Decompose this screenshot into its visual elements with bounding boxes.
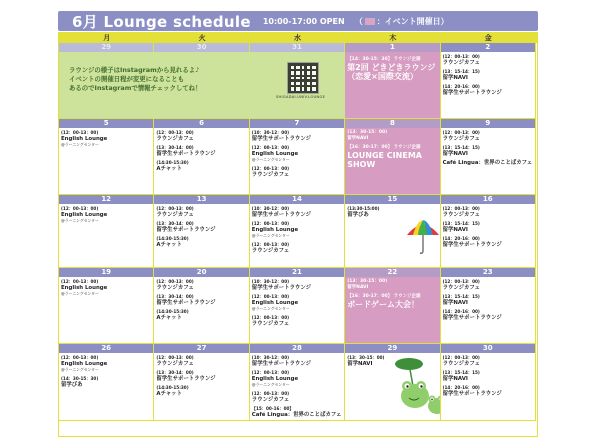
item-time: (12：00-13：00) <box>61 355 99 360</box>
schedule-item <box>156 355 246 367</box>
item-name: Aチャット <box>156 242 182 248</box>
day-number: 15 <box>345 195 439 204</box>
day-content <box>443 355 533 419</box>
item-name: 留学生サポートラウンジ <box>156 151 216 157</box>
event-legend <box>355 16 449 27</box>
promo-text-line: ラウンジの様子はInstagramから見れるよ♪ <box>69 66 200 74</box>
day-content <box>61 206 151 266</box>
day-content <box>347 130 437 193</box>
day-number: 13 <box>154 195 248 204</box>
weekday-label: 月 <box>103 34 111 42</box>
item-location: @ラーニングセンター <box>251 306 290 311</box>
weekday-label: 金 <box>484 34 492 42</box>
item-time: (14：20-16：00) <box>442 385 480 390</box>
schedule-item <box>443 145 533 157</box>
item-time: (13：15-14：15) <box>442 294 480 299</box>
qr-code-icon[interactable] <box>287 62 319 94</box>
item-name: ラウンジカフェ <box>442 136 480 142</box>
schedule-item <box>156 221 246 233</box>
day-number: 30 <box>441 344 535 353</box>
day-content <box>156 206 246 266</box>
item-time: 【15：00-16：00】 <box>251 406 294 411</box>
event-pre-item: (13：30-15：00) <box>347 130 388 135</box>
item-name: ラウンジカフェ <box>251 321 290 327</box>
item-name: ラウンジカフェ <box>251 248 290 254</box>
day-cell <box>250 119 345 195</box>
item-time: (12：00-13：00) <box>442 130 480 135</box>
day-number: 31 <box>250 43 344 52</box>
event-pre-item: 留学NAVI <box>347 136 369 141</box>
event-time: 【16：30-17：00】 ラウンジ企画 <box>347 294 421 299</box>
schedule-item <box>61 206 151 224</box>
schedule-item <box>443 236 533 248</box>
event-pre-item: (13：30-15：00) <box>347 279 388 284</box>
schedule-item <box>443 84 533 96</box>
schedule-item <box>443 69 533 81</box>
schedule-item <box>252 391 342 403</box>
qr-caption: SHIGADAI.UNIV.LOUNGE <box>275 95 326 99</box>
event-time: 【14：30-15：30】 ラウンジ企画 <box>347 57 421 62</box>
schedule-item <box>61 130 151 148</box>
schedule-item <box>156 385 246 397</box>
schedule-item <box>252 279 342 291</box>
day-cell <box>441 119 536 195</box>
day-content <box>61 130 151 193</box>
day-number: 6 <box>154 119 248 128</box>
item-location: @ラーニングセンター <box>61 218 99 223</box>
item-time: (14:30-15:30) <box>156 236 189 241</box>
schedule-item <box>156 294 246 306</box>
item-name: 留学NAVI <box>442 227 468 233</box>
item-location: @ラーニングセンター <box>61 142 99 147</box>
item-name: Aチャット <box>156 166 182 172</box>
schedule-item <box>156 370 246 382</box>
item-name: ラウンジカフェ <box>251 397 290 403</box>
day-content <box>252 130 342 193</box>
item-time: (10：30-12：00) <box>251 355 290 360</box>
item-time: (12：00-13：00) <box>251 391 290 396</box>
day-content <box>252 206 342 266</box>
instagram-promo <box>59 52 345 118</box>
weekday-label: 水 <box>293 34 301 42</box>
schedule-item <box>252 166 342 178</box>
day-number: 14 <box>250 195 344 204</box>
day-content <box>443 130 533 193</box>
schedule-item <box>156 145 246 157</box>
item-name: English Lounge <box>251 376 299 382</box>
day-number: 12 <box>59 195 153 204</box>
item-name: 留学NAVI <box>442 300 468 306</box>
item-time: (10：30-12：00) <box>251 130 290 135</box>
schedule-item <box>61 279 151 297</box>
item-name: 留学生サポートラウンジ <box>156 376 216 382</box>
schedule-item <box>156 206 246 218</box>
day-cell <box>441 344 536 421</box>
day-number: 5 <box>59 119 153 128</box>
legend-label: ：イベント開催日） <box>376 16 449 26</box>
item-name: English Lounge <box>61 361 108 367</box>
schedule-item <box>156 279 246 291</box>
schedule-item <box>252 406 342 418</box>
schedule-item <box>252 315 342 327</box>
item-name: 留学NAVI <box>442 151 468 157</box>
schedule-item <box>347 206 437 218</box>
event-time: 【16：30-17：00】 ラウンジ企画 <box>347 145 421 150</box>
schedule-item <box>443 355 533 367</box>
item-name: English Lounge <box>61 212 108 218</box>
item-location: @ラーニングセンター <box>251 233 290 238</box>
day-number: 29 <box>59 43 153 52</box>
schedule-item <box>443 309 533 321</box>
item-name: ラウンジカフェ <box>442 212 480 218</box>
day-cell <box>59 268 154 344</box>
item-name: Café Lingua：世界のことばカフェ <box>251 412 342 418</box>
opening-hours: 10:00-17:00 OPEN <box>262 16 345 26</box>
day-content <box>252 355 342 419</box>
day-content <box>443 279 533 342</box>
day-cell <box>154 268 249 344</box>
day-cell <box>345 119 440 195</box>
item-time: (10：30-12：00) <box>251 279 290 284</box>
item-time: (12：00-13：00) <box>251 294 290 299</box>
item-time: (14:30-15:30) <box>156 309 189 314</box>
day-number: 2 <box>441 43 535 52</box>
day-content <box>156 279 246 342</box>
page-title: 6月 Lounge schedule <box>72 12 251 31</box>
item-name: ラウンジカフェ <box>156 136 194 142</box>
weekday-label: 木 <box>389 34 397 42</box>
item-name: 留学生サポートラウンジ <box>156 227 216 233</box>
item-name: 留学びあ <box>347 212 369 218</box>
day-number: 19 <box>59 268 153 277</box>
umbrella-icon <box>405 219 440 255</box>
weekday-label: 火 <box>198 34 206 42</box>
item-location: @ラーニングセンター <box>251 382 290 387</box>
item-time: (12：00-13：00) <box>442 355 480 360</box>
day-cell <box>154 344 249 421</box>
schedule-item <box>156 160 246 172</box>
item-time: (13:30-15:00) <box>347 206 380 211</box>
event-title: （恋愛×国際交流） <box>347 72 418 81</box>
day-number: 26 <box>59 344 153 353</box>
item-time: (14：20-16：00) <box>442 84 480 89</box>
item-location: @ラーニングセンター <box>61 367 99 372</box>
day-content <box>443 54 533 117</box>
item-name: ラウンジカフェ <box>156 212 194 218</box>
item-name: English Lounge <box>251 300 299 306</box>
schedule-item <box>61 355 151 373</box>
day-number: 30 <box>154 43 248 52</box>
schedule-item <box>156 236 246 248</box>
day-cell <box>345 268 440 344</box>
schedule-item <box>252 145 342 163</box>
calendar-grid <box>58 32 538 437</box>
day-content <box>156 130 246 193</box>
day-number: 27 <box>154 344 248 353</box>
schedule-item <box>443 294 533 306</box>
item-name: ラウンジカフェ <box>156 285 194 291</box>
item-time: (12：00-13：00) <box>251 370 290 375</box>
item-time: (13：15-14：15) <box>442 145 480 150</box>
day-cell <box>345 195 440 268</box>
day-cell <box>441 268 536 344</box>
item-name: Aチャット <box>156 315 182 321</box>
day-number: 7 <box>250 119 344 128</box>
item-name: ラウンジカフェ <box>442 285 480 291</box>
day-number: 22 <box>345 268 439 277</box>
schedule-item <box>443 221 533 233</box>
day-cell <box>441 43 536 119</box>
day-number: 21 <box>250 268 344 277</box>
weekday-row <box>59 33 537 43</box>
schedule-item <box>443 54 533 66</box>
day-content <box>347 279 437 342</box>
day-cell <box>441 195 536 268</box>
schedule-item <box>252 370 342 388</box>
schedule-item <box>156 309 246 321</box>
item-time: (12：00-13：00) <box>251 166 290 171</box>
item-name: 留学生サポートラウンジ <box>251 361 311 367</box>
frog-icon <box>393 356 440 416</box>
item-time: (12：00-13：00) <box>156 206 194 211</box>
item-name: English Lounge <box>251 151 299 157</box>
day-cell <box>59 119 154 195</box>
item-time: (12：00-13：00) <box>61 206 99 211</box>
schedule-item <box>156 130 246 142</box>
item-time: (14：30-15：30) <box>61 376 99 381</box>
item-name: 留学生サポートラウンジ <box>442 90 502 96</box>
item-name: English Lounge <box>61 285 108 291</box>
item-name: 留学生サポートラウンジ <box>251 285 311 291</box>
item-location: @ラーニングセンター <box>251 157 290 162</box>
item-time: (13：15-14：15) <box>442 221 480 226</box>
schedule-item <box>443 130 533 142</box>
item-time: (12：00-13：00) <box>442 54 480 59</box>
schedule-item <box>252 242 342 254</box>
item-time: (12：00-13：00) <box>442 206 480 211</box>
event-pre-item: 留学NAVI <box>347 285 369 290</box>
day-number: 8 <box>345 119 439 128</box>
day-number: 16 <box>441 195 535 204</box>
item-name: 留学生サポートラウンジ <box>442 391 502 397</box>
event-title: SHOW <box>347 160 376 169</box>
item-time: (12：00-13：00) <box>251 221 290 226</box>
day-number: 1 <box>345 43 439 52</box>
event-title: ボードゲーム大会！ <box>347 300 420 309</box>
item-time: (12：00-13：00) <box>156 130 194 135</box>
item-time: (12：00-13：00) <box>156 355 194 360</box>
item-time: (12：00-13：00) <box>156 279 194 284</box>
item-name: 留学生サポートラウンジ <box>442 242 502 248</box>
item-name: 留学NAVI <box>442 75 468 81</box>
schedule-item <box>61 376 151 388</box>
item-name: 留学NAVI <box>347 361 373 367</box>
day-cell <box>250 268 345 344</box>
day-cell <box>250 195 345 268</box>
schedule-item <box>252 206 342 218</box>
item-time: (12：00-13：00) <box>442 279 480 284</box>
day-number: 20 <box>154 268 248 277</box>
schedule-header <box>58 11 538 31</box>
item-name: 留学びあ <box>61 382 83 388</box>
item-name: 留学生サポートラウンジ <box>442 315 502 321</box>
item-time: (13：30-14：00) <box>156 294 194 299</box>
item-name: 留学生サポートラウンジ <box>251 212 311 218</box>
item-time: (13：30-14：00) <box>156 221 194 226</box>
schedule-item <box>443 385 533 397</box>
item-name: ラウンジカフェ <box>442 60 480 66</box>
item-name: 留学NAVI <box>442 376 468 382</box>
event-color-swatch <box>365 18 375 25</box>
item-name: 留学生サポートラウンジ <box>251 136 311 142</box>
legend-open: （ <box>354 16 363 26</box>
schedule-item <box>252 130 342 142</box>
day-cell <box>59 344 154 421</box>
schedule-item <box>443 206 533 218</box>
day-cell <box>250 344 345 421</box>
item-time: (12：00-13：00) <box>251 242 290 247</box>
event-title: LOUNGE CINEMA <box>347 151 422 160</box>
day-number: 29 <box>345 344 439 353</box>
day-content <box>61 355 151 419</box>
promo-text-line: イベントの開催日程が変更になることも <box>69 75 185 83</box>
item-time: (13：15-14：15) <box>442 370 480 375</box>
schedule-item <box>443 160 533 166</box>
item-time: (14:30-15:30) <box>156 385 189 390</box>
day-cell <box>154 195 249 268</box>
promo-text-line: あるのでInstagramで情報チェックしてね！ <box>69 84 202 92</box>
item-time: (12：00-13：00) <box>251 315 290 320</box>
item-name: ラウンジカフェ <box>251 172 290 178</box>
item-name: English Lounge <box>61 136 108 142</box>
day-cell <box>345 344 440 421</box>
item-time: (12：00-13：00) <box>61 279 99 284</box>
day-number: 9 <box>441 119 535 128</box>
item-name: ラウンジカフェ <box>156 361 194 367</box>
item-time: (12：00-13：00) <box>251 145 290 150</box>
item-time: (14：20-16：00) <box>442 236 480 241</box>
item-name: Café Lingua：世界のことばカフェ <box>442 160 533 166</box>
day-content <box>252 279 342 342</box>
day-number: 23 <box>441 268 535 277</box>
schedule-item <box>252 221 342 239</box>
day-content <box>156 355 246 419</box>
item-time: (14:30-15:30) <box>156 160 189 165</box>
schedule-item <box>252 355 342 367</box>
item-time: (13：30-14：00) <box>156 145 194 150</box>
item-time: (10：30-12：00) <box>251 206 290 211</box>
item-time: (14：20-16：00) <box>442 309 480 314</box>
item-time: (13：15-14：15) <box>442 69 480 74</box>
day-cell <box>154 119 249 195</box>
item-name: English Lounge <box>251 227 299 233</box>
schedule-item <box>443 370 533 382</box>
item-name: 留学生サポートラウンジ <box>156 300 216 306</box>
item-location: @ラーニングセンター <box>61 291 99 296</box>
item-time: (13：30-14：00) <box>156 370 194 375</box>
schedule-item <box>443 279 533 291</box>
day-cell <box>59 195 154 268</box>
day-cell <box>345 43 440 119</box>
schedule-item <box>252 294 342 312</box>
day-content <box>61 279 151 342</box>
day-content <box>443 206 533 266</box>
day-number: 28 <box>250 344 344 353</box>
event-title: 第2回 どきどきラウンジ <box>347 63 436 72</box>
item-time: (12：00-13：00) <box>61 130 99 135</box>
item-name: Aチャット <box>156 391 182 397</box>
item-time: (13：30-15：00) <box>347 355 385 360</box>
item-name: ラウンジカフェ <box>442 361 480 367</box>
day-content <box>347 54 437 117</box>
